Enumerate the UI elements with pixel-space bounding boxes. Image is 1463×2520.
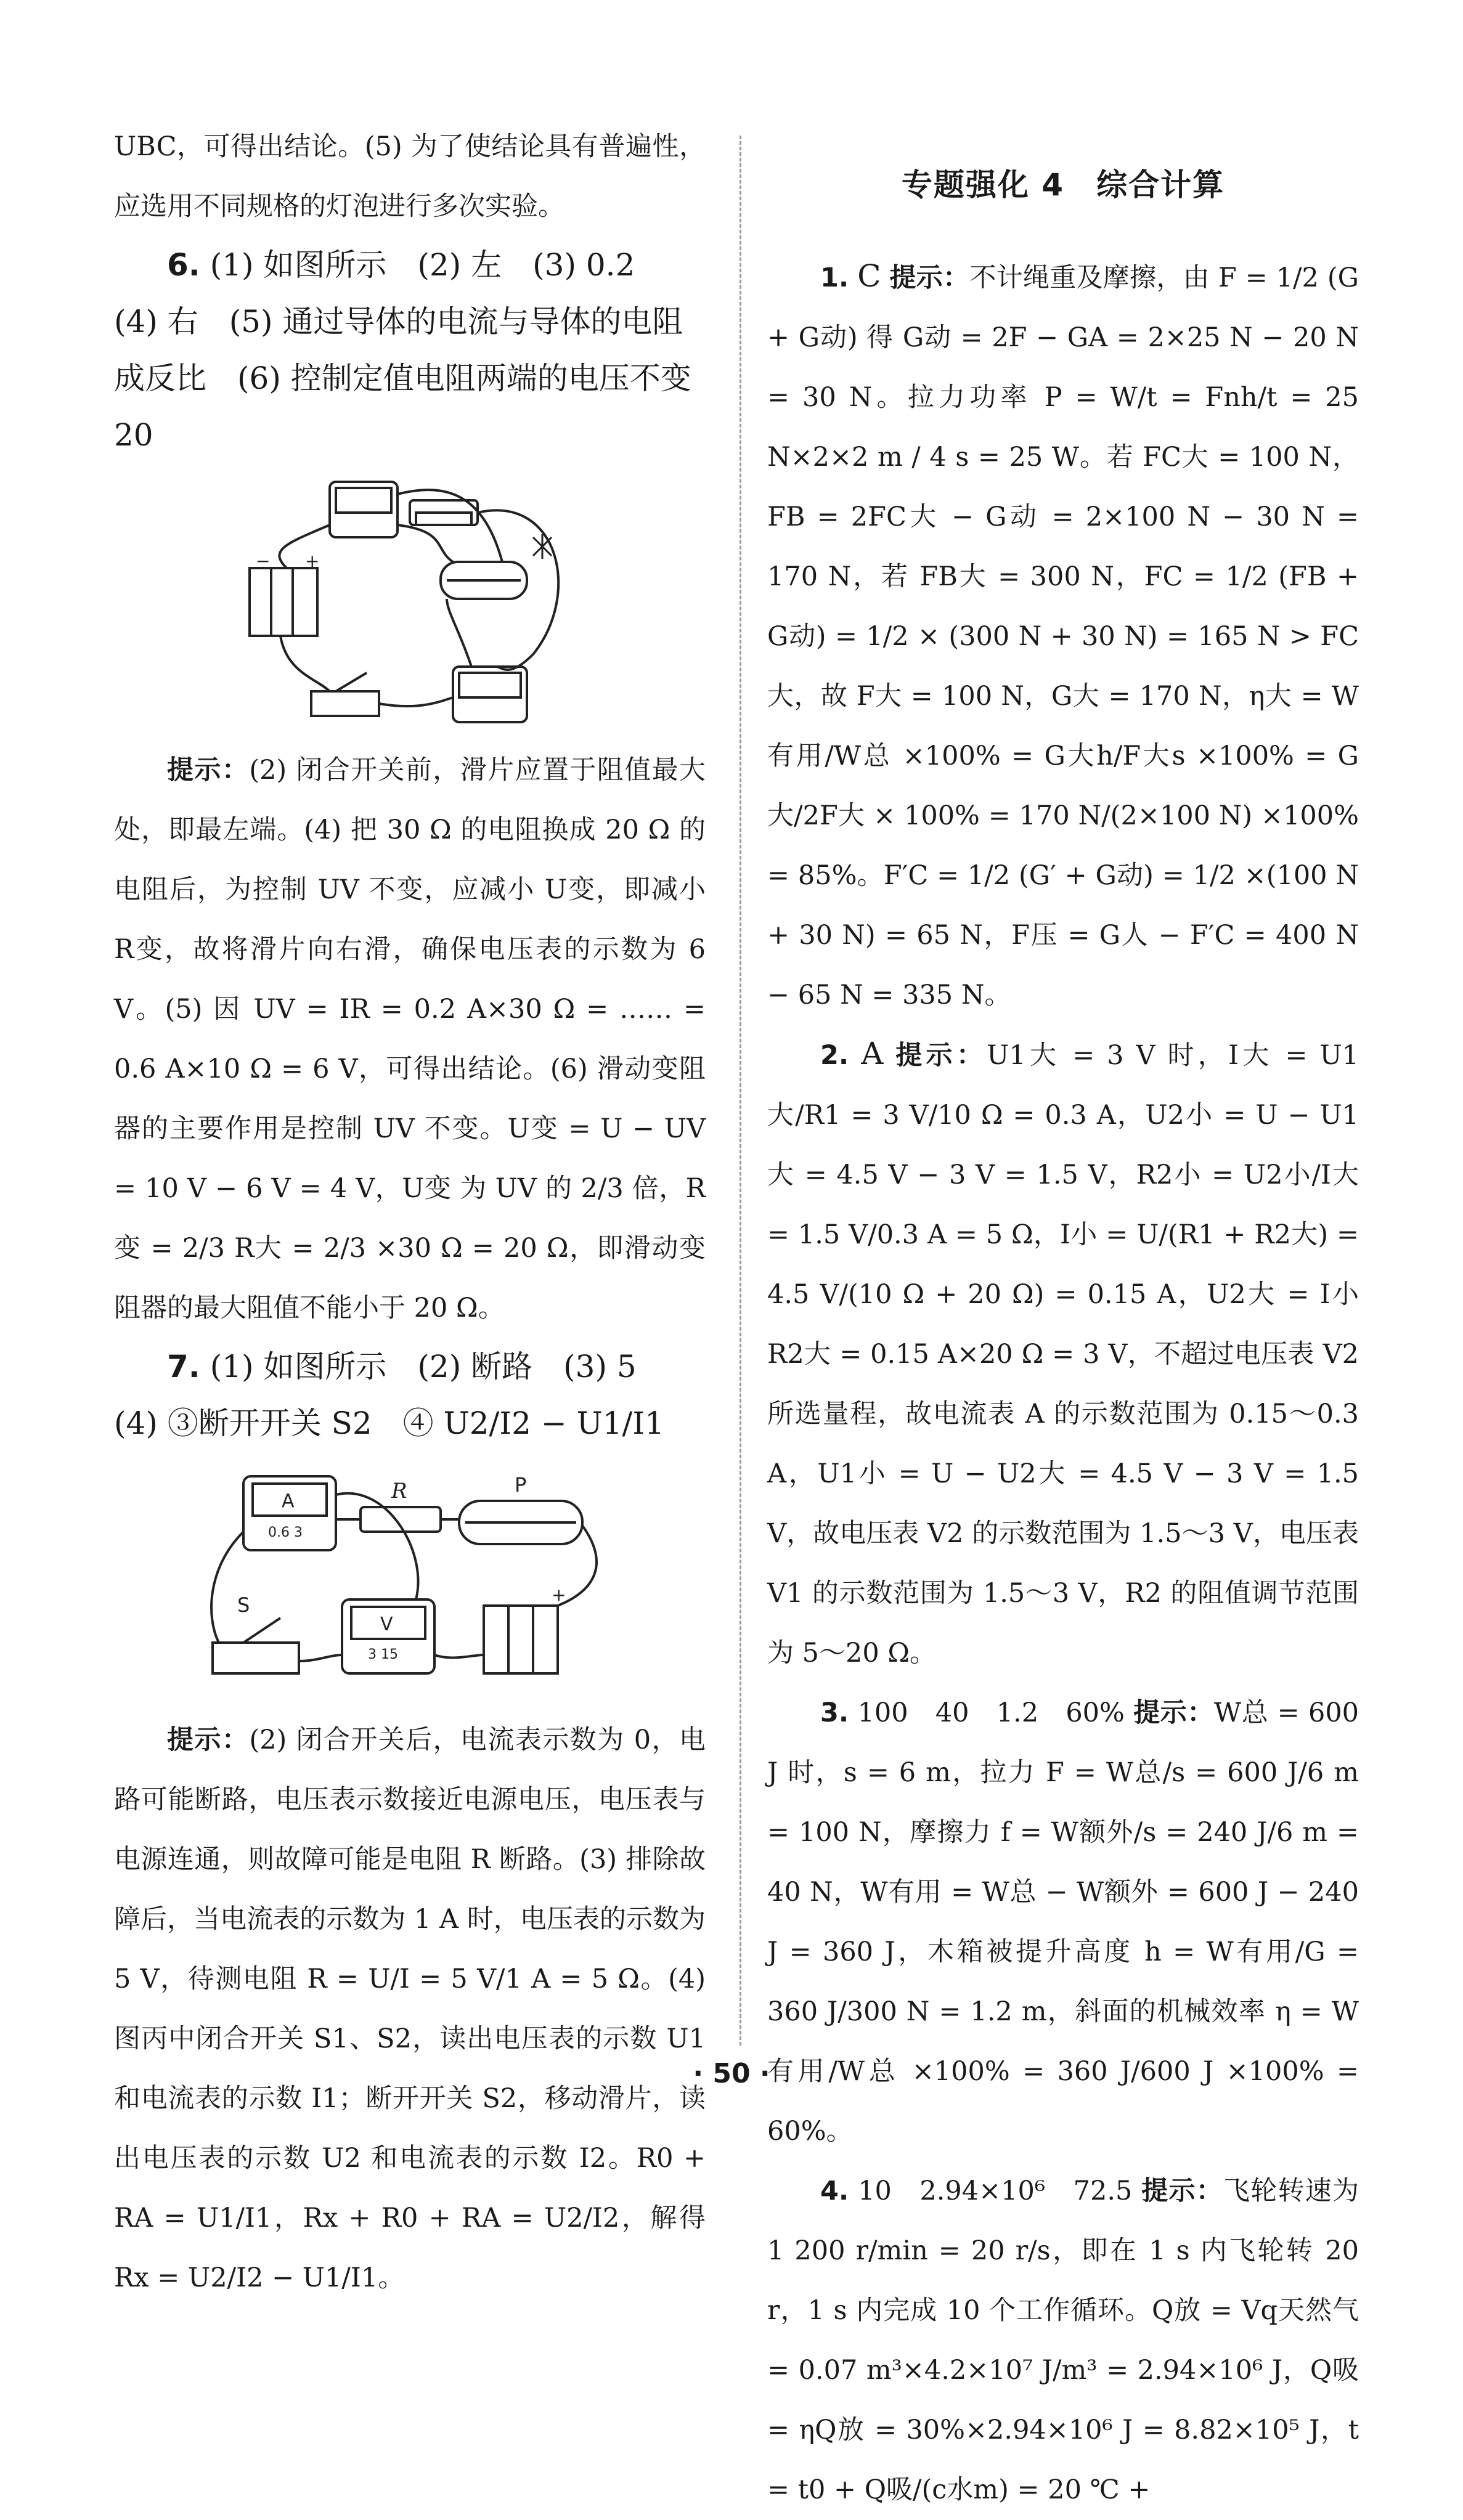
q6-answer-block [114,237,722,463]
r-q3-hint: W总 = 600 J 时，s = 6 m，拉力 F = W总/s = 600 J/6 m = 100 N，摩擦力 f = W额外/s = 240 J/6 m = 40 N，W有用 = W总 − W额外 = 600 J − 240 J = 360 J，木箱被提升高度 h = W有用/G = 360 J/300 N = 1.2 m，斜面的机械效率 η = W有用/W总 ×100% = 360 J/600 J ×100% = 60%。 [767,1697,1359,2147]
q6-number: 6. [167,247,200,283]
q7-circuit-figure [182,1458,638,1704]
q7-switch-label: S [237,1593,250,1617]
r-q2-answer: A [861,1036,884,1071]
q6-answer: (1) 如图所示 (2) 左 (3) 0.2 (4) 右 (5) 通过导体的电流与导体的电阻成反比 (6) 控制定值电阻两端的电压不变 20 [114,247,722,453]
r-q2 [767,1025,1359,1683]
r-q4-hint: 飞轮转速为 1 200 r/min = 20 r/s，即在 1 s 内飞轮转 20 r，1 s 内完成 10 个工作循环。Q放 = Vq天然气 = 0.07 m³×4.2×10⁷ J/m³ = 2.94×10⁶ J，Q吸 = ηQ放 = 30%×2.94×10⁶ J = 8.82×10⁵ J，t = t0 + Q吸/(c水m) = 20 ℃ + [767,2176,1359,2505]
r-q2-hint-label: 提示： [895,1040,987,1071]
q6-hint [114,741,706,1338]
q7-answer: (1) 如图所示 (2) 断路 (3) 5 (4) ③断开开关 S2 ④ U2/I2 − U1/I1 [114,1349,667,1441]
svg-text:+: + [305,551,320,571]
q7-voltmeter-scale: 3 15 [368,1647,398,1662]
r-q2-number: 2. [820,1040,849,1071]
r-q1-number: 1. [820,262,849,293]
q7-hint-text: (2) 闭合开关后，电流表示数为 0，电路可能断路，电压表示数接近电源电压，电压表与电源连通，则故障可能是电阻 R 断路。(3) 排除故障后，当电流表的示数为 1 A 时，电压表的示数为 5 V，待测电阻 R = U/I = 5 V/1 A = 5 Ω。(4) 图丙中闭合开关 S1、S2，读出电压表的示数 U1 和电流表的示数 I1；断开开关 S2，移动滑片，读出电压表的示数 U2 和电流表的示数 I2。R0 + RA = U1/I1，Rx + R0 + RA = U2/I2，解得 Rx = U2/I2 − U1/I1。 [114,1725,706,2293]
r-q1-hint-label: 提示： [889,262,970,293]
column-divider [740,136,741,2046]
q7-answer-block [114,1338,706,1452]
r-q3-number: 3. [820,1697,849,1728]
r-q4-answer: 10 2.94×10⁶ 72.5 [858,2176,1133,2206]
q7-ammeter-scale: 0.6 3 [268,1525,303,1540]
q7-hint [114,1710,706,2308]
r-q1 [767,248,1359,1025]
q6-hint-text: (2) 闭合开关前，滑片应置于阻值最大处，即最左端。(4) 把 30 Ω 的电阻换成 20 Ω 的电阻后，为控制 UV 不变，应减小 U变，即减小 R变，故将滑片向右滑，确保电压表的示数为 6 V。(5) 因 UV = IR = 0.2 A×30 Ω = …… = 0.6 A×10 Ω = 6 V，可得出结论。(6) 滑动变阻器的主要作用是控制 UV 不变。U变 = U − UV = 10 V − 6 V = 4 V，U变 为 UV 的 2/3 倍，R变 = 2/3 R大 = 2/3 ×30 Ω = 20 Ω，即滑动变阻器的最大阻值不能小于 20 Ω。 [114,755,706,1323]
left-column [114,117,722,2308]
r-q3-answer: 100 40 1.2 60% [857,1697,1125,1728]
q7-ammeter-label: A [282,1490,295,1512]
q7-resistor-label: R [391,1479,407,1503]
q6-circuit-figure [213,469,607,734]
page-number: · 50 · [693,2058,770,2089]
q7-voltmeter-label: V [380,1614,393,1635]
section-title: 专题强化 4 综合计算 [901,167,1225,203]
carry-over-text: UBC，可得出结论。(5) 为了使结论具有普遍性，应选用不同规格的灯泡进行多次实验。 [114,131,706,222]
q7-slider-label: P [515,1473,527,1497]
q7-hint-label: 提示： [167,1725,250,1755]
right-column [767,117,1359,2520]
r-q1-answer: C [857,258,881,294]
r-q4-number: 4. [820,2176,849,2206]
r-q4-hint-label: 提示： [1141,2176,1224,2206]
q7-number: 7. [167,1349,200,1384]
r-q4 [767,2161,1359,2520]
r-q3 [767,1683,1359,2161]
q6-hint-label: 提示： [167,755,250,786]
r-q1-hint: 不计绳重及摩擦，由 F = 1/2 (G + G动) 得 G动 = 2F − GA = 2×25 N − 20 N = 30 N。拉力功率 P = W/t = Fnh/t = 25 N×2×2 m / 4 s = 25 W。若 FC大 = 100 N，FB = 2FC大 − G动 = 2×100 N − 30 N = 170 N，若 FB大 = 300 N，FC = 1/2 (FB + G动) = 1/2 × (300 N + 30 N) = 165 N > FC大，故 F大 = 100 N，G大 = 170 N，η大 = W有用/W总 ×100% = G大h/F大s ×100% = G大/2F大 × 100% = 170 N/(2×100 N) ×100% = 85%。F′C = 1/2 (G′ + G动) = 1/2 ×(100 N + 30 N) = 65 N，F压 = G人 − F′C = 400 N − 65 N = 335 N。 [767,262,1359,1010]
q7-battery-plus: + [552,1585,566,1605]
r-q3-hint-label: 提示： [1133,1697,1214,1728]
r-q2-hint: U1大 = 3 V 时，I大 = U1大/R1 = 3 V/10 Ω = 0.3 A，U2小 = U − U1大 = 4.5 V − 3 V = 1.5 V，R2小 = U2小/I大 = 1.5 V/0.3 A = 5 Ω，I小 = U/(R1 + R2大) = 4.5 V/(10 Ω + 20 Ω) = 0.15 A，U2大 = I小R2大 = 0.15 A×20 Ω = 3 V，不超过电压表 V2 所选量程，故电流表 A 的示数范围为 0.15～0.3 A，U1小 = U − U2大 = 4.5 V − 3 V = 1.5 V，故电压表 V2 的示数范围为 1.5～3 V，电压表 V1 的示数范围为 1.5～3 V，R2 的阻值调节范围为 5～20 Ω。 [767,1040,1359,1668]
svg-text:−: − [256,551,271,571]
